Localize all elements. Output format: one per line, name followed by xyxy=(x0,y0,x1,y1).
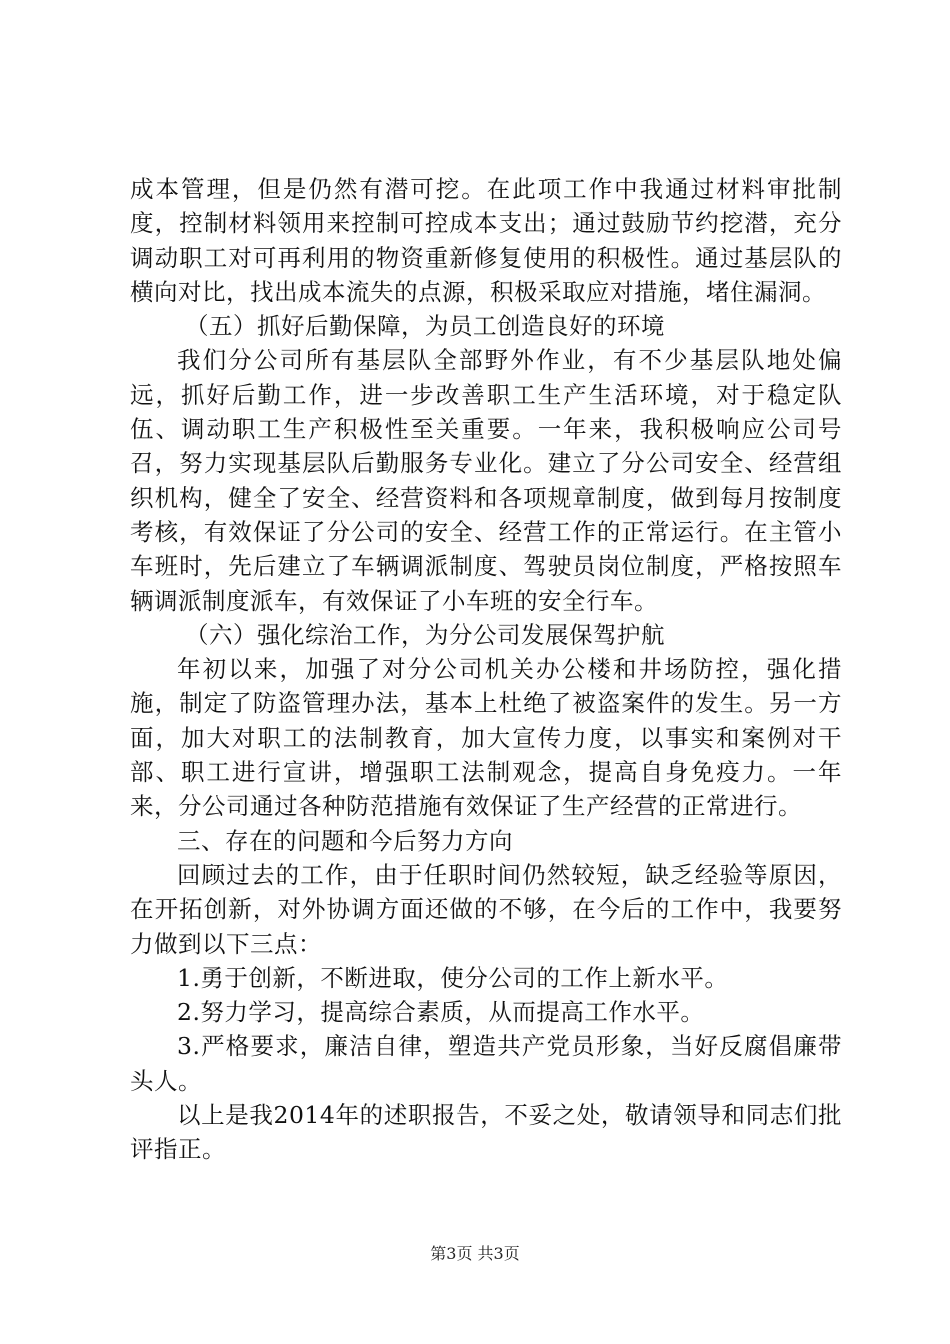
paragraph-cost-management: 成本管理，但是仍然有潜可挖。在此项工作中我通过材料审批制度，控制材料领用来控制可控成本支出；通过鼓励节约挖潜，充分调动职工对可再利用的物资重新修复使用的积极性。通过基层队的横向对比，找出成本流失的点源，积极采取应对措施，堵住漏洞。 xyxy=(130,175,842,306)
paragraph-closing: 以上是我2014年的述职报告，不妥之处，敬请领导和同志们批评指正。 xyxy=(130,1101,842,1164)
page-number-label: 第3页 共3页 xyxy=(430,1244,520,1263)
list-item-study: 2.努力学习，提高综合素质，从而提高工作水平。 xyxy=(177,998,705,1027)
page-footer xyxy=(0,1243,950,1265)
section-heading-security: （六）强化综治工作，为分公司发展保驾护航 xyxy=(185,620,665,649)
section-heading-logistics: （五）抓好后勤保障，为员工创造良好的环境 xyxy=(185,312,665,341)
document-body xyxy=(130,172,842,1167)
paragraph-security: 年初以来，加强了对分公司机关办公楼和井场防控，强化措施，制定了防盗管理办法，基本上杜绝了被盗案件的发生。另一方面，加大对职工的法制教育，加大宣传力度，以事实和案例对干部、职工进行宣讲，增强职工法制观念，提高自身免疫力。一年来，分公司通过各种防范措施有效保证了生产经营的正常进行。 xyxy=(130,655,842,821)
paragraph-review: 回顾过去的工作，由于任职时间仍然较短，缺乏经验等原因，在开拓创新，对外协调方面还做的不够，在今后的工作中，我要努力做到以下三点： xyxy=(130,860,842,958)
list-item-innovation: 1.勇于创新，不断进取，使分公司的工作上新水平。 xyxy=(177,963,729,992)
list-item-discipline: 3.严格要求，廉洁自律，塑造共产党员形象，当好反腐倡廉带头人。 xyxy=(130,1032,842,1095)
paragraph-logistics: 我们分公司所有基层队全部野外作业，有不少基层队地处偏远，抓好后勤工作，进一步改善职工生产生活环境，对于稳定队伍、调动职工生产积极性至关重要。一年来，我积极响应公司号召，努力实现基层队后勤服务专业化。建立了分公司安全、经营组织机构，健全了安全、经营资料和各项规章制度，做到每月按制度考核，有效保证了分公司的安全、经营工作的正常运行。在主管小车班时，先后建立了车辆调派制度、驾驶员岗位制度，严格按照车辆调派制度派车，有效保证了小车班的安全行车。 xyxy=(130,346,842,615)
section-heading-problems: 三、存在的问题和今后努力方向 xyxy=(177,826,513,855)
